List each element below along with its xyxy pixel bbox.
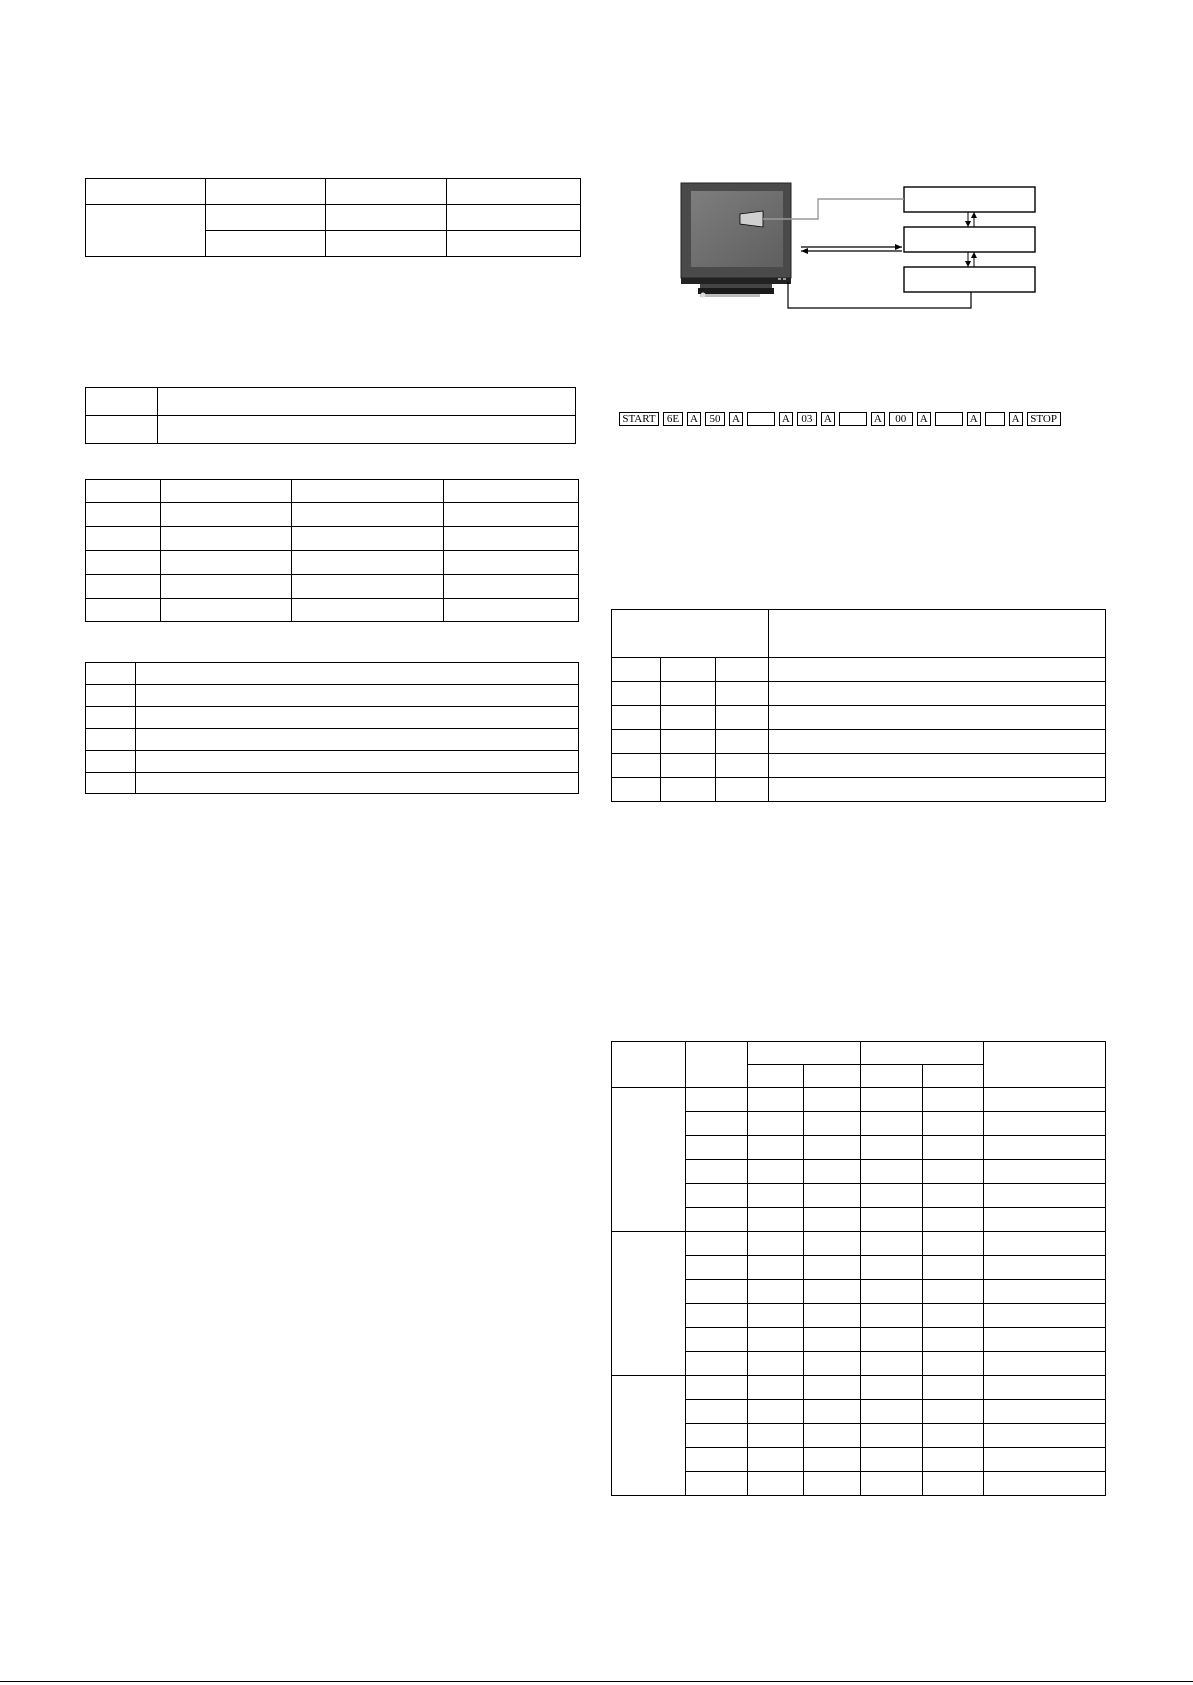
spec-table-5 <box>611 609 1106 802</box>
seq-stop: STOP <box>1027 412 1061 426</box>
seq-ack: A <box>871 412 885 426</box>
footer-rule <box>0 1681 1193 1682</box>
spec-table-1 <box>85 178 581 257</box>
diagram-box-middle <box>904 227 1035 252</box>
seq-ack: A <box>821 412 835 426</box>
signal-sequence <box>619 411 1061 427</box>
seq-byte <box>935 412 963 426</box>
seq-byte: 6E <box>663 412 683 426</box>
seq-ack: A <box>687 412 701 426</box>
spec-table-6 <box>611 1041 1106 1496</box>
seq-ack: A <box>779 412 793 426</box>
seq-byte: 50 <box>705 412 725 426</box>
seq-start: START <box>619 412 659 426</box>
spec-table-3 <box>85 479 579 622</box>
diagram-box-top <box>904 187 1035 212</box>
seq-byte: 03 <box>797 412 817 426</box>
seq-byte <box>839 412 867 426</box>
diagram-box-bottom <box>904 267 1035 292</box>
seq-byte <box>985 412 1005 426</box>
tv-icon <box>681 183 791 298</box>
seq-ack: A <box>1009 412 1023 426</box>
seq-ack: A <box>729 412 743 426</box>
seq-byte <box>747 412 775 426</box>
spec-table-4 <box>85 662 579 794</box>
seq-ack: A <box>917 412 931 426</box>
seq-byte: 00 <box>889 412 913 426</box>
seq-ack: A <box>967 412 981 426</box>
spec-table-2 <box>85 387 576 444</box>
tv-connection-svg <box>660 170 1040 320</box>
connection-diagram <box>660 170 1040 320</box>
